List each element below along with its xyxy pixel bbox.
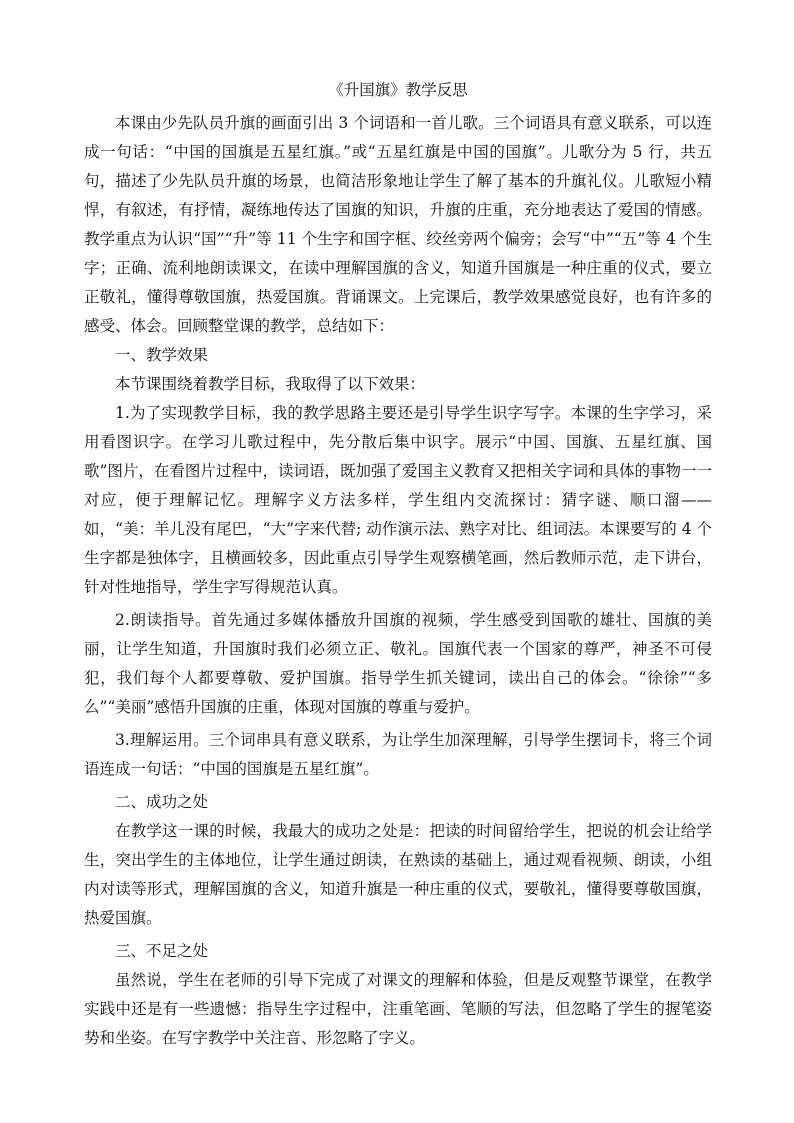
- document-title: 《升国旗》教学反思: [328, 81, 468, 99]
- section-heading-success: 二、成功之处: [115, 793, 209, 811]
- section-lead-paragraph: 本节课围绕着教学目标，我取得了以下效果：: [115, 375, 426, 393]
- section-heading-shortcomings: 三、不足之处: [115, 942, 209, 960]
- intro-paragraph: 本课由少先队员升旗的画面引出 3 个词语和一首儿歌。三个词语具有意义联系，可以连成一句话：“中国的国旗是五星红旗。”或“五星红旗是中国的国旗”。儿歌分为 5 行，共五句，描述了少先队员升旗的场景，也简洁形象地让学生了解了基本的升旗礼仪。儿歌短小精悍，有叙述，有抒情，凝练地传达了国旗的知识，升旗的庄重，充分地表达了爱国的情感。教学重点为认识“国”“升”等 11 个生字和国字框、绞丝旁两个偏旁；会写“中”“五”等 4 个生字；正确、流利地朗读课文，在读中理解国旗的含义，知道升国旗是一种庄重的仪式，要立正敬礼，懂得尊敬国旗，热爱国旗。背诵课文。上完课后，教学效果感觉良好，也有许多的感受、体会。回顾整堂课的教学，总结如下：: [84, 114, 712, 335]
- shortcomings-paragraph: 虽然说，学生在老师的引导下完成了对课文的理解和体验，但是反观整节课堂，在教学实践中还是有一些遗憾：指导生字过程中，注重笔画、笔顺的写法，但忽略了学生的握笔姿势和坐姿。在写字教学中关注音、形忽略了字义。: [84, 971, 712, 1047]
- document-page: [84, 72, 712, 1053]
- effect-item-3: 3.理解运用。三个词串具有意义联系，为让学生加深理解，引导学生摆词卡，将三个词语连成一句话：“中国的国旗是五星红旗”。: [84, 731, 712, 778]
- effect-item-2: 2.朗读指导。首先通过多媒体播放升国旗的视频，学生感受到国歌的雄壮、国旗的美丽，让学生知道，升国旗时我们必须立正、敬礼。国旗代表一个国家的尊严，神圣不可侵犯，我们每个人都要尊敬、爱护国旗。指导学生抓关键词，读出自己的体会。“徐徐”“多么”“美丽”感悟升国旗的庄重，体现对国旗的尊重与爱护。: [84, 611, 712, 716]
- section-heading-teaching-effect: 一、教学效果: [115, 346, 209, 364]
- success-paragraph: 在教学这一课的时候，我最大的成功之处是：把读的时间留给学生，把说的机会让给学生，突出学生的主体地位，让学生通过朗读，在熟读的基础上，通过观看视频、朗读，小组内对读等形式，理解国旗的含义，知道升旗是一种庄重的仪式，要敬礼，懂得要尊敬国旗，热爱国旗。: [84, 822, 712, 927]
- effect-item-1: 1.为了实现教学目标，我的教学思路主要还是引导学生识字写字。本课的生字学习，采用看图识字。在学习儿歌过程中，先分散后集中识字。展示“中国、国旗、五星红旗、国歌”图片，在看图片过程中，读词语，既加强了爱国主义教育又把相关字词和具体的事物一一对应，便于理解记忆。理解字义方法多样，学生组内交流探讨：猜字谜、顺口溜——如，“美：羊儿没有尾巴，“大”字来代替; 动作演示法、熟字对比、组词法。本课要写的 4 个生字都是独体字，且横画较多，因此重点引导学生观察横笔画，然后教师示范，走下讲台，针对性地指导，学生字写得规范认真。: [84, 404, 712, 596]
